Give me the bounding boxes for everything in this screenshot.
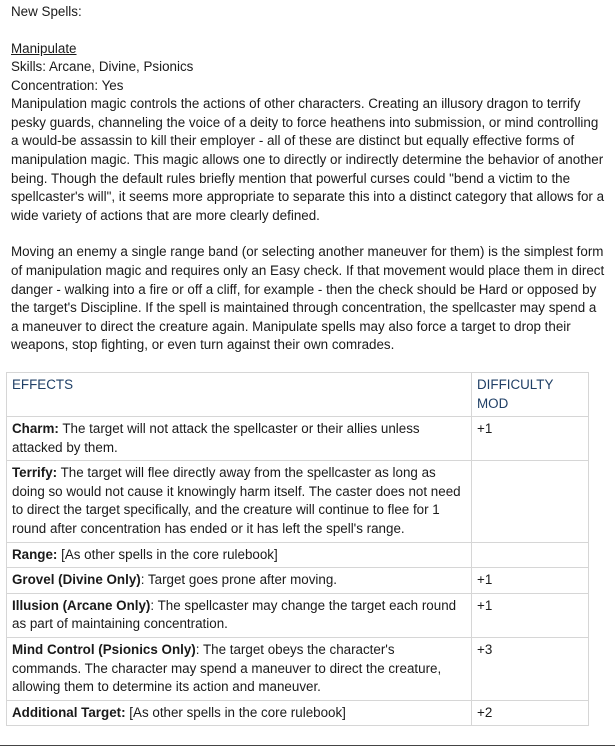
mod-cell: +1 — [472, 568, 589, 594]
effect-name: Grovel (Divine Only) — [12, 572, 141, 588]
effect-cell — [7, 461, 472, 542]
document-page — [11, 0, 605, 726]
table-row — [7, 461, 589, 542]
mod-cell: +1 — [472, 593, 589, 637]
description-paragraph-2: Moving an enemy a single range band (or selecting another maneuver for them) is the simplest form of manipulation magic and requires only an Easy check. If that movement would place them in direct danger - walking into a fire or off a cliff, for example - then the check should be Hard or opposed by the target's Discipline. If the spell is maintained through concentration, the spellcaster may spend a a maneuver to direct the creature again. Manipulate spells may also force a target to drop their weapons, stop fighting, or even turn against their own comrades. — [11, 244, 605, 353]
mod-cell — [472, 461, 589, 542]
spell-skills: Skills: Arcane, Divine, Psionics — [11, 59, 194, 74]
mod-cell: +3 — [472, 638, 589, 701]
effect-text: [As other spells in the core rulebook] — [125, 704, 346, 720]
difficulty-mod-column-header: DIFFICULTY MOD — [472, 372, 589, 416]
effect-name: Terrify: — [12, 465, 58, 481]
page-heading: New Spells: — [11, 4, 82, 19]
table-header-row — [7, 372, 589, 416]
table-row — [7, 700, 589, 726]
effect-text: [As other spells in the core rulebook] — [57, 546, 278, 562]
table-row — [7, 638, 589, 701]
effect-cell — [7, 638, 472, 701]
effect-text: The target will not attack the spellcaster or their allies unless attacked by them. — [12, 421, 420, 455]
effect-name: Illusion (Arcane Only) — [12, 597, 151, 613]
effect-name: Mind Control (Psionics Only) — [12, 642, 196, 658]
effect-text: : The target obeys the character's commands. The character may spend a maneuver to direct the creature, allowing them to determine its action and maneuver. — [12, 642, 442, 695]
spell-concentration: Concentration: Yes — [11, 77, 124, 93]
mod-cell: +2 — [472, 700, 589, 726]
mod-cell — [472, 542, 589, 568]
effect-cell — [7, 417, 472, 461]
page-bottom-rule — [0, 745, 615, 746]
table-row — [7, 417, 589, 461]
effect-name: Additional Target: — [12, 704, 126, 720]
effect-cell — [7, 568, 472, 594]
effect-text: : Target goes prone after moving. — [140, 572, 337, 588]
effects-table — [6, 372, 589, 727]
effect-name: Range: — [12, 546, 58, 562]
effects-column-header: EFFECTS — [7, 372, 472, 416]
description-paragraph-1: Manipulation magic controls the actions of other characters. Creating an illusory dragon to terrify pesky guards, channeling the voice of a deity to force heathens into submission, or mind controlling a would-be assassin to kill their employer - all of these are distinct but equally effective forms of manipulation magic. This magic allows one to directly or indirectly determine the behavior of another being. Though the default rules briefly mention that powerful curses could "bend a victim to the spellcaster's will", it seems more appropriate to separate this into a distinct category that allows for a wide variety of actions that are more clearly defined. — [11, 96, 605, 223]
table-row — [7, 568, 589, 594]
effect-cell — [7, 700, 472, 726]
effect-text: The target will flee directly away from the spellcaster as long as doing so would not cause it knowingly harm itself. The caster does not need to direct the target specifically, and the creature will continue to flee for 1 round after concentration has ended or it has left the spell's range. — [12, 465, 461, 537]
table-row — [7, 593, 589, 637]
effect-cell — [7, 542, 472, 568]
table-row — [7, 542, 589, 568]
effect-cell — [7, 593, 472, 637]
effect-text: : The spellcaster may change the target each round as part of maintaining concentration. — [12, 597, 457, 632]
spell-title: Manipulate — [11, 41, 77, 56]
effect-name: Charm: — [12, 421, 59, 437]
mod-cell: +1 — [472, 417, 589, 461]
